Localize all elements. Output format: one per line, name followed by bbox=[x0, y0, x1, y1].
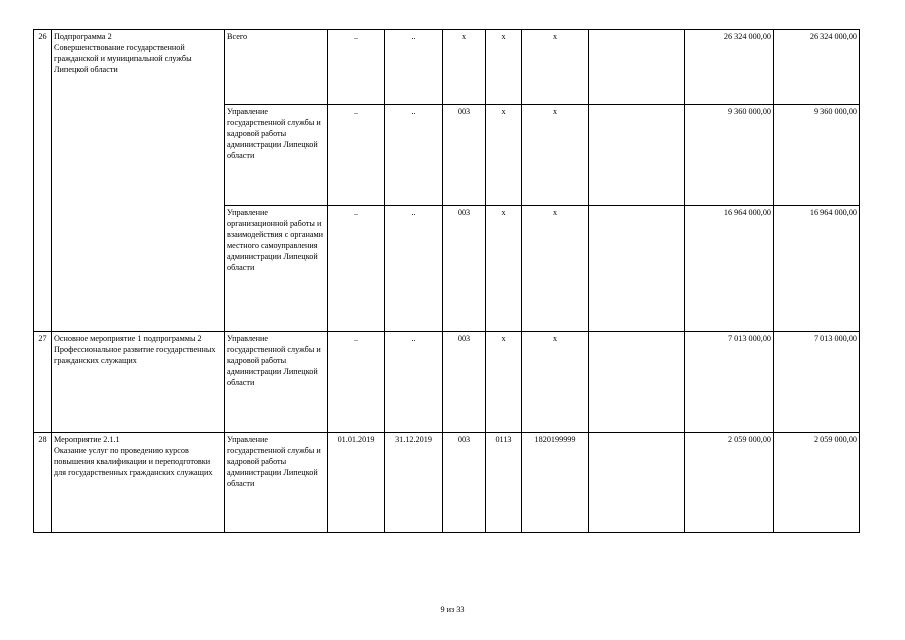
executor-cell: Управление организационной работы и взаимодействия с органами местного самоуправления администрации Липецкой области bbox=[225, 206, 328, 332]
empty-cell bbox=[589, 30, 685, 105]
table-row bbox=[34, 433, 860, 533]
executor-cell: Управление государственной службы и кадровой работы администрации Липецкой области bbox=[225, 433, 328, 533]
amount-cell: 7 013 000,00 bbox=[685, 332, 774, 433]
amount-total-cell: 9 360 000,00 bbox=[774, 105, 860, 206]
program-title: Основное мероприятие 1 подпрограммы 2 Профессиональное развитие государственных гражданских служащих bbox=[52, 332, 225, 433]
executor-cell: Управление государственной службы и кадровой работы администрации Липецкой области bbox=[225, 105, 328, 206]
amount-cell: 2 059 000,00 bbox=[685, 433, 774, 533]
end-date-cell: .. bbox=[385, 206, 443, 332]
start-date-cell: .. bbox=[328, 30, 385, 105]
end-date-cell: .. bbox=[385, 105, 443, 206]
amount-total-cell: 7 013 000,00 bbox=[774, 332, 860, 433]
end-date-cell: .. bbox=[385, 332, 443, 433]
amount-total-cell: 16 964 000,00 bbox=[774, 206, 860, 332]
csr-cell: x bbox=[522, 30, 589, 105]
csr-cell: 1820199999 bbox=[522, 433, 589, 533]
row-number: 26 bbox=[34, 30, 52, 332]
grbs-cell: 003 bbox=[443, 206, 486, 332]
rzpr-cell: x bbox=[486, 30, 522, 105]
empty-cell bbox=[589, 433, 685, 533]
amount-cell: 26 324 000,00 bbox=[685, 30, 774, 105]
amount-total-cell: 26 324 000,00 bbox=[774, 30, 860, 105]
grbs-cell: 003 bbox=[443, 105, 486, 206]
empty-cell bbox=[589, 105, 685, 206]
rzpr-cell: x bbox=[486, 332, 522, 433]
end-date-cell: .. bbox=[385, 30, 443, 105]
page-number: 9 из 33 bbox=[440, 605, 465, 614]
end-date-cell: 31.12.2019 bbox=[385, 433, 443, 533]
amount-cell: 9 360 000,00 bbox=[685, 105, 774, 206]
rzpr-cell: x bbox=[486, 105, 522, 206]
executor-cell: Управление государственной службы и кадровой работы администрации Липецкой области bbox=[225, 332, 328, 433]
empty-cell bbox=[589, 206, 685, 332]
csr-cell: x bbox=[522, 105, 589, 206]
amount-cell: 16 964 000,00 bbox=[685, 206, 774, 332]
csr-cell: x bbox=[522, 332, 589, 433]
csr-cell: x bbox=[522, 206, 589, 332]
rzpr-cell: 0113 bbox=[486, 433, 522, 533]
budget-table bbox=[33, 29, 860, 533]
executor-cell: Всего bbox=[225, 30, 328, 105]
row-number: 28 bbox=[34, 433, 52, 533]
row-number: 27 bbox=[34, 332, 52, 433]
start-date-cell: .. bbox=[328, 206, 385, 332]
table-row bbox=[34, 30, 860, 105]
rzpr-cell: x bbox=[486, 206, 522, 332]
program-title: Подпрограмма 2 Совершенствование государственной гражданской и муниципальной службы Липецкой области bbox=[52, 30, 225, 332]
empty-cell bbox=[589, 332, 685, 433]
table-row bbox=[34, 332, 860, 433]
program-title: Мероприятие 2.1.1 Оказание услуг по проведению курсов повышения квалификации и переподготовки для государственных гражданских служащих bbox=[52, 433, 225, 533]
start-date-cell: .. bbox=[328, 105, 385, 206]
start-date-cell: .. bbox=[328, 332, 385, 433]
grbs-cell: 003 bbox=[443, 332, 486, 433]
start-date-cell: 01.01.2019 bbox=[328, 433, 385, 533]
grbs-cell: x bbox=[443, 30, 486, 105]
grbs-cell: 003 bbox=[443, 433, 486, 533]
amount-total-cell: 2 059 000,00 bbox=[774, 433, 860, 533]
